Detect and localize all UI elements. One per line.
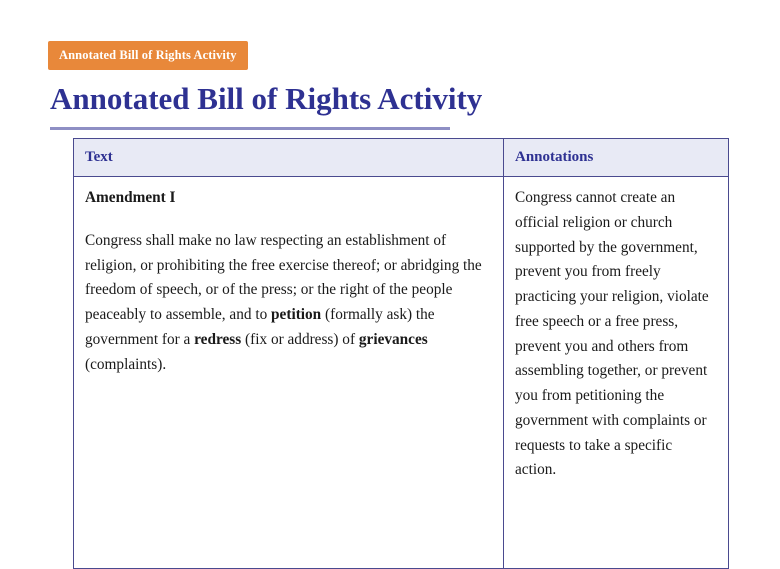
amendment-body: Congress shall make no law respecting an establishment of religion, or prohibiting the free exercise thereof; or abridging the freedom of speech, or of the press; or the right of the people peaceably to assemble, and to petition (formally ask) the government for a redress (fix or address) of grievances (complaints).: [85, 231, 482, 373]
page-title-wrap: [50, 80, 740, 130]
annotated-bill-table: [73, 138, 729, 569]
title-underline-rule: [50, 127, 450, 130]
table-row: [74, 177, 729, 569]
amendment-text-cell: [74, 177, 504, 569]
amendment-heading: Amendment I: [85, 189, 176, 206]
column-header-annotations: Annotations: [504, 139, 729, 177]
page-title: Annotated Bill of Rights Activity: [50, 81, 483, 116]
activity-badge: Annotated Bill of Rights Activity: [48, 41, 248, 70]
annotation-cell: [504, 177, 729, 569]
table-header-row: [74, 139, 729, 177]
annotation-text: Congress cannot create an official religion or church supported by the government, prevent you from freely practicing your religion, violate free speech or a free press, prevent you and others from assembling together, or prevent you from petitioning the government with complaints or requests to take a specific action.: [515, 189, 709, 479]
column-header-text: Text: [74, 139, 504, 177]
